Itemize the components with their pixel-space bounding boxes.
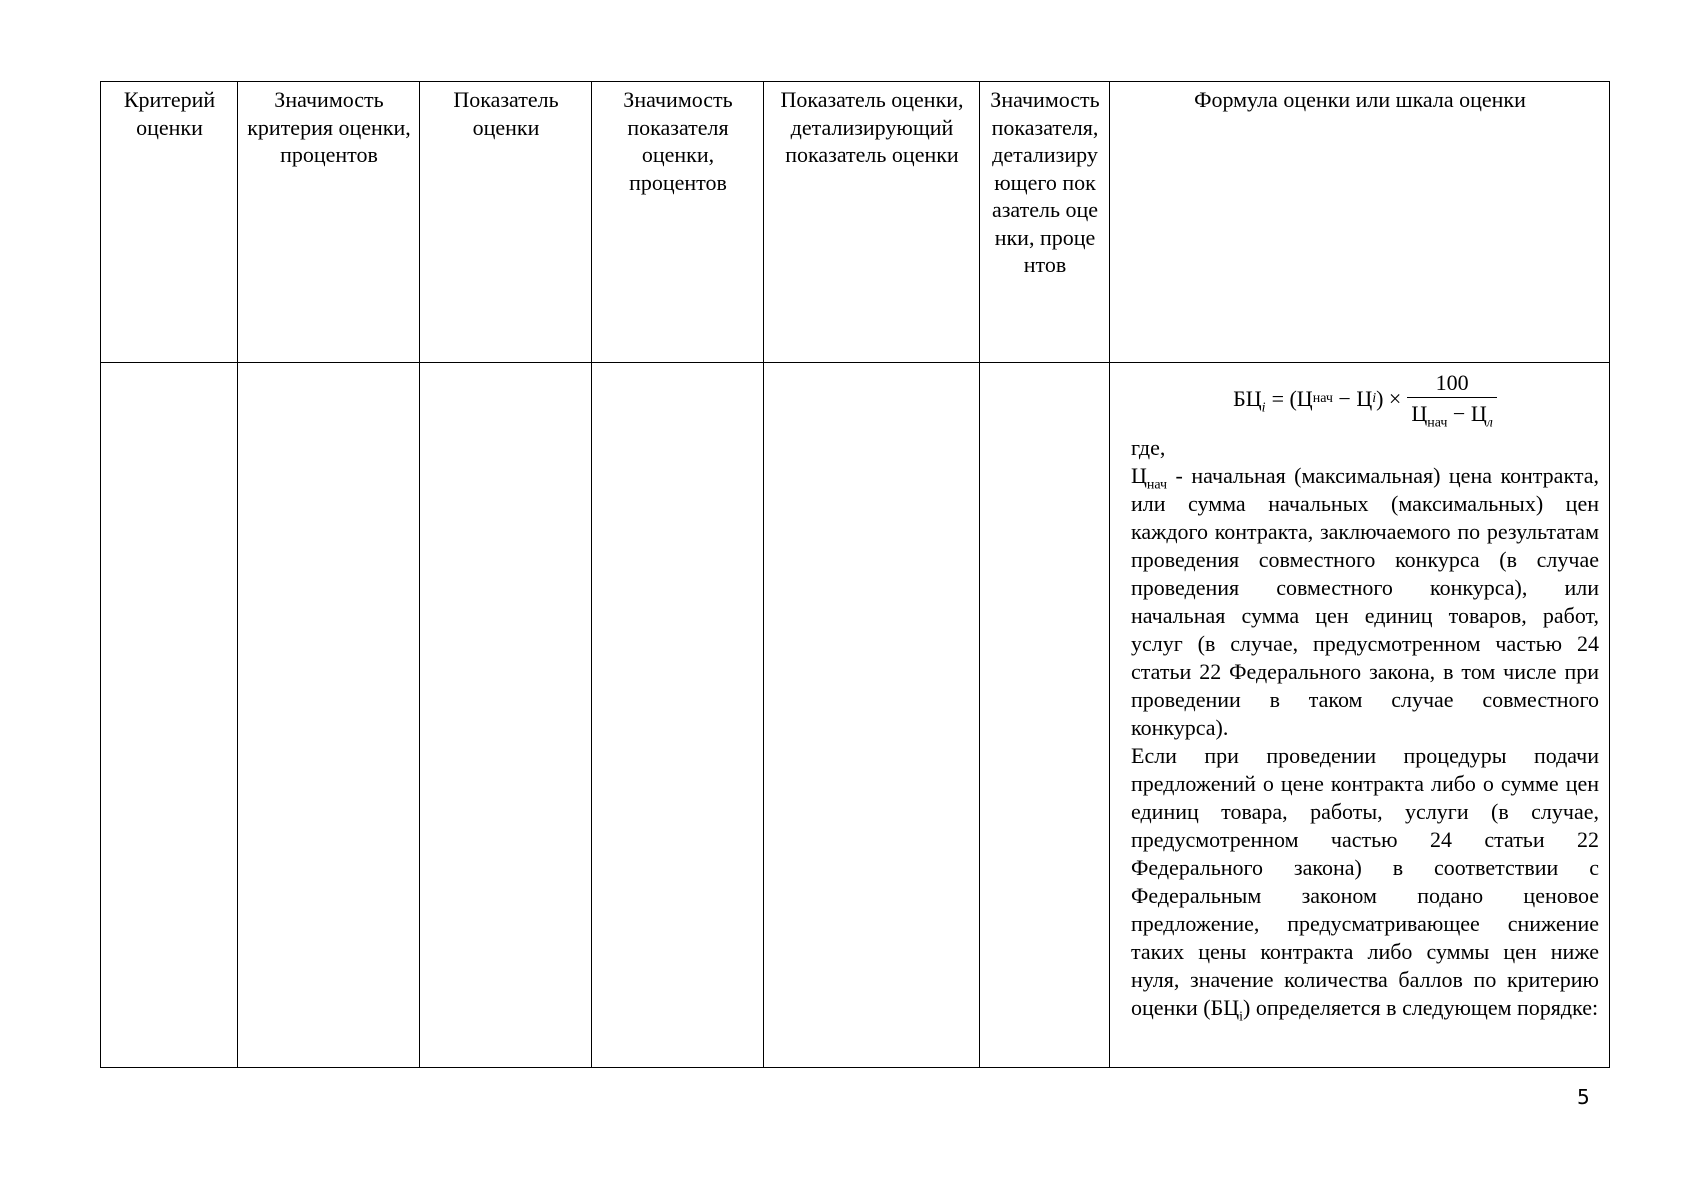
formula-numerator: 100 xyxy=(1435,370,1469,395)
formula-den-main: Ц xyxy=(1411,401,1428,426)
formula-cell xyxy=(1121,364,1609,1025)
rule-text-after: ) определяется в следующем порядке: xyxy=(1243,995,1599,1020)
header-detail-indicator-weight: Значимость показателя, детализирующего показатель оценки, процентов xyxy=(990,87,1100,277)
symbol-c-sub: нач xyxy=(1146,477,1168,493)
evaluation-criteria-table xyxy=(100,81,1610,1068)
price-score-formula: $БЦ_i$ = (Ц нач − Ц i ) × $\frac{100}{Ц_{нач} - Ц_л}$ xyxy=(1131,364,1599,434)
definition-nach xyxy=(1131,462,1599,742)
negative-price-rule xyxy=(1131,742,1599,1025)
header-indicator-weight: Значимость показателя оценки, процентов xyxy=(623,87,733,195)
rule-sub: i xyxy=(1239,1009,1244,1025)
rule-text-before: Если при проведении процедуры подачи предложений о цене контракта либо о сумме цен единиц товара, работы, услуги (в случае, предусмотренном частью 24 статьи 22 Федерального закона) в соответствии с Федеральным законом подано ценовое предложение, предусматривающее снижение таких цены контракта либо суммы цен ниже нуля, значение количества баллов по критерию оценки (БЦ xyxy=(1131,743,1599,1020)
formula-lhs: БЦ xyxy=(1233,386,1262,411)
header-divider xyxy=(101,362,1609,363)
definition-text: - начальная (максимальная) цена контракта, или сумма начальных (максимальных) цен каждого контракта, заключаемого по результатам проведения совместного конкурса (в случае проведения совместного конкурса), или начальная сумма цен единиц товаров, работ, услуг (в случае, предусмотренном частью 24 статьи 22 Федерального закона, в том числе при проведении в таком случае совместного конкурса). xyxy=(1131,463,1599,740)
formula-den-minus: − xyxy=(1452,401,1466,426)
formula-fraction xyxy=(1407,370,1497,431)
header-detail-indicator: Показатель оценки, детализирующий показатель оценки xyxy=(780,87,964,167)
header-criterion: Критерий оценки xyxy=(123,87,216,140)
formula-c: Ц xyxy=(1356,386,1373,411)
formula-den-sub2: л xyxy=(1486,415,1493,431)
formula-times: × xyxy=(1388,386,1402,411)
formula-den-sub: нач xyxy=(1427,415,1448,431)
formula-close: ) xyxy=(1376,386,1384,411)
formula-minus: − xyxy=(1338,386,1351,411)
header-formula: Формула оценки или шкала оценки xyxy=(1194,87,1526,112)
symbol-c: Ц xyxy=(1131,463,1147,488)
header-indicator: Показатель оценки xyxy=(453,87,559,140)
formula-denominator xyxy=(1407,397,1497,431)
formula-equals: = xyxy=(1271,386,1284,411)
page-number: 5 xyxy=(1577,1085,1590,1109)
where-label: где, xyxy=(1131,435,1166,460)
formula-i-sub: i xyxy=(1372,391,1377,406)
formula-open: (Ц xyxy=(1289,386,1313,411)
formula-lhs-sub: i xyxy=(1261,400,1266,416)
formula-den-c: Ц xyxy=(1470,401,1487,426)
header-criterion-weight: Значимость критерия оценки, процентов xyxy=(247,87,411,167)
